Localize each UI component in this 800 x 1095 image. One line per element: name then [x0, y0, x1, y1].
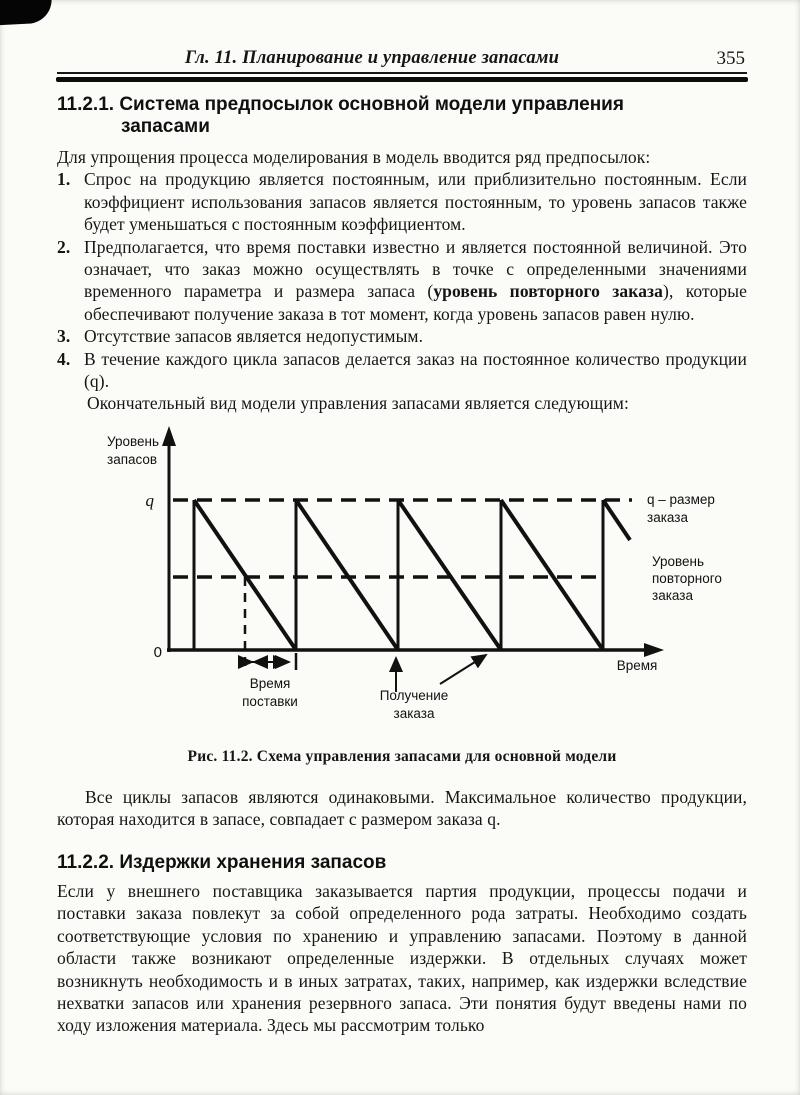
zero-tick-label: 0	[153, 644, 162, 661]
figure-caption: Рис. 11.2. Схема управления запасами для основной модели	[187, 748, 617, 765]
list-item-3	[57, 325, 747, 347]
delivery-time-label-line1: Время	[249, 676, 291, 691]
list-number: 2.	[57, 236, 71, 257]
running-header	[57, 48, 747, 72]
figure-11-2-svg	[70, 420, 770, 732]
reorder-label-line3: заказа	[652, 588, 693, 603]
order-size-label-line2: заказа	[647, 510, 688, 525]
list-item-text-post: ), которые обеспечивают получение заказа в тот момент, когда уровень запасов равен нулю.	[84, 281, 747, 324]
cycle-decline	[501, 500, 603, 650]
header-rule-thin	[57, 72, 747, 74]
order-receipt-label-line1: Получение	[379, 688, 449, 703]
cycle-decline-partial	[603, 500, 630, 540]
section-11-2-2-paragraph: Если у внешнего поставщика заказывается партия продукции, процессы подачи и поставки заказа повлекут за собой определенного рода затраты. Необходимо создать соответствующие условия по хранению и управлению запасами. Поэтому в данной области также возникают определенные издержки. В отдельных случаях может возникнуть необходимость и в иных затратах, таких, например, как издержки вследствие нехватки запасов или хранения резервного запаса. Эти понятия будут введены нами по ходу изложения материала. Здесь мы рассмотрим только	[57, 881, 747, 1036]
inventory-sawtooth-diagram	[70, 420, 770, 732]
list-item-2	[57, 236, 747, 326]
after-figure-text: Все циклы запасов являются одинаковыми. Максимальное количество продукции, которая находится в запасе, совпадает с размером заказа q.	[57, 787, 747, 830]
x-axis-arrowhead-icon	[644, 643, 664, 657]
header-rule-thick	[56, 77, 748, 82]
y-axis-label-line1: Уровень	[107, 434, 160, 449]
reorder-level-term: уровень повторного заказа	[433, 281, 664, 302]
list-number: 3.	[57, 326, 71, 347]
reorder-label-line2: повторного	[652, 571, 722, 586]
y-axis-label-line2: запасов	[107, 452, 158, 467]
q-tick-label: q	[145, 491, 154, 510]
closing-line: Окончательный вид модели управления запасами является следующим:	[87, 393, 629, 414]
list-item-text: Отсутствие запасов является недопустимым.	[84, 326, 424, 347]
chapter-running-title: Гл. 11. Планирование и управление запасами	[184, 48, 560, 68]
list-item-1	[57, 168, 747, 235]
list-number: 4.	[57, 348, 71, 369]
scan-artifact-corner	[0, 0, 53, 26]
order-size-label-line1: q – размер	[647, 492, 715, 507]
cycle-decline	[296, 500, 398, 650]
order-receipt-label-line2: заказа	[393, 706, 435, 721]
y-axis-arrowhead-icon	[162, 426, 176, 446]
x-axis-label: Время	[616, 658, 658, 673]
order-receipt-arrow-diagonal	[440, 655, 486, 684]
after-figure-paragraph	[57, 786, 747, 831]
list-item-4	[57, 348, 747, 393]
section-11-2-1-body	[57, 146, 747, 415]
page-number: 355	[716, 48, 745, 69]
list-item-text: Спрос на продукцию является постоянным, или приблизительно постоянным. Если коэффициент использования запасов является постоянным, то уровень запасов также будет уменьшаться с постоянным коэффициентом.	[84, 169, 747, 235]
section-heading-11-2-1: 11.2.1. Система предпосылок основной модели управления запасами	[57, 94, 624, 137]
section-heading-11-2-2: 11.2.2. Издержки хранения запасов	[57, 852, 387, 873]
list-number: 1.	[57, 169, 71, 190]
list-item-text: В течение каждого цикла запасов делается заказ на постоянное количество продукции (q).	[84, 348, 747, 392]
list-item-text-pre: Предполагается, что время поставки известно и является постоянной величиной. Это означает, что заказ можно осуществлять в точке с определенными значениями временного параметра и размера запаса (	[84, 236, 747, 302]
reorder-label-line1: Уровень	[652, 554, 705, 569]
delivery-time-label-line2: поставки	[242, 694, 298, 709]
intro-line: Для упрощения процесса моделирования в модель вводится ряд предпосылок:	[57, 147, 651, 167]
cycle-decline	[398, 500, 501, 650]
